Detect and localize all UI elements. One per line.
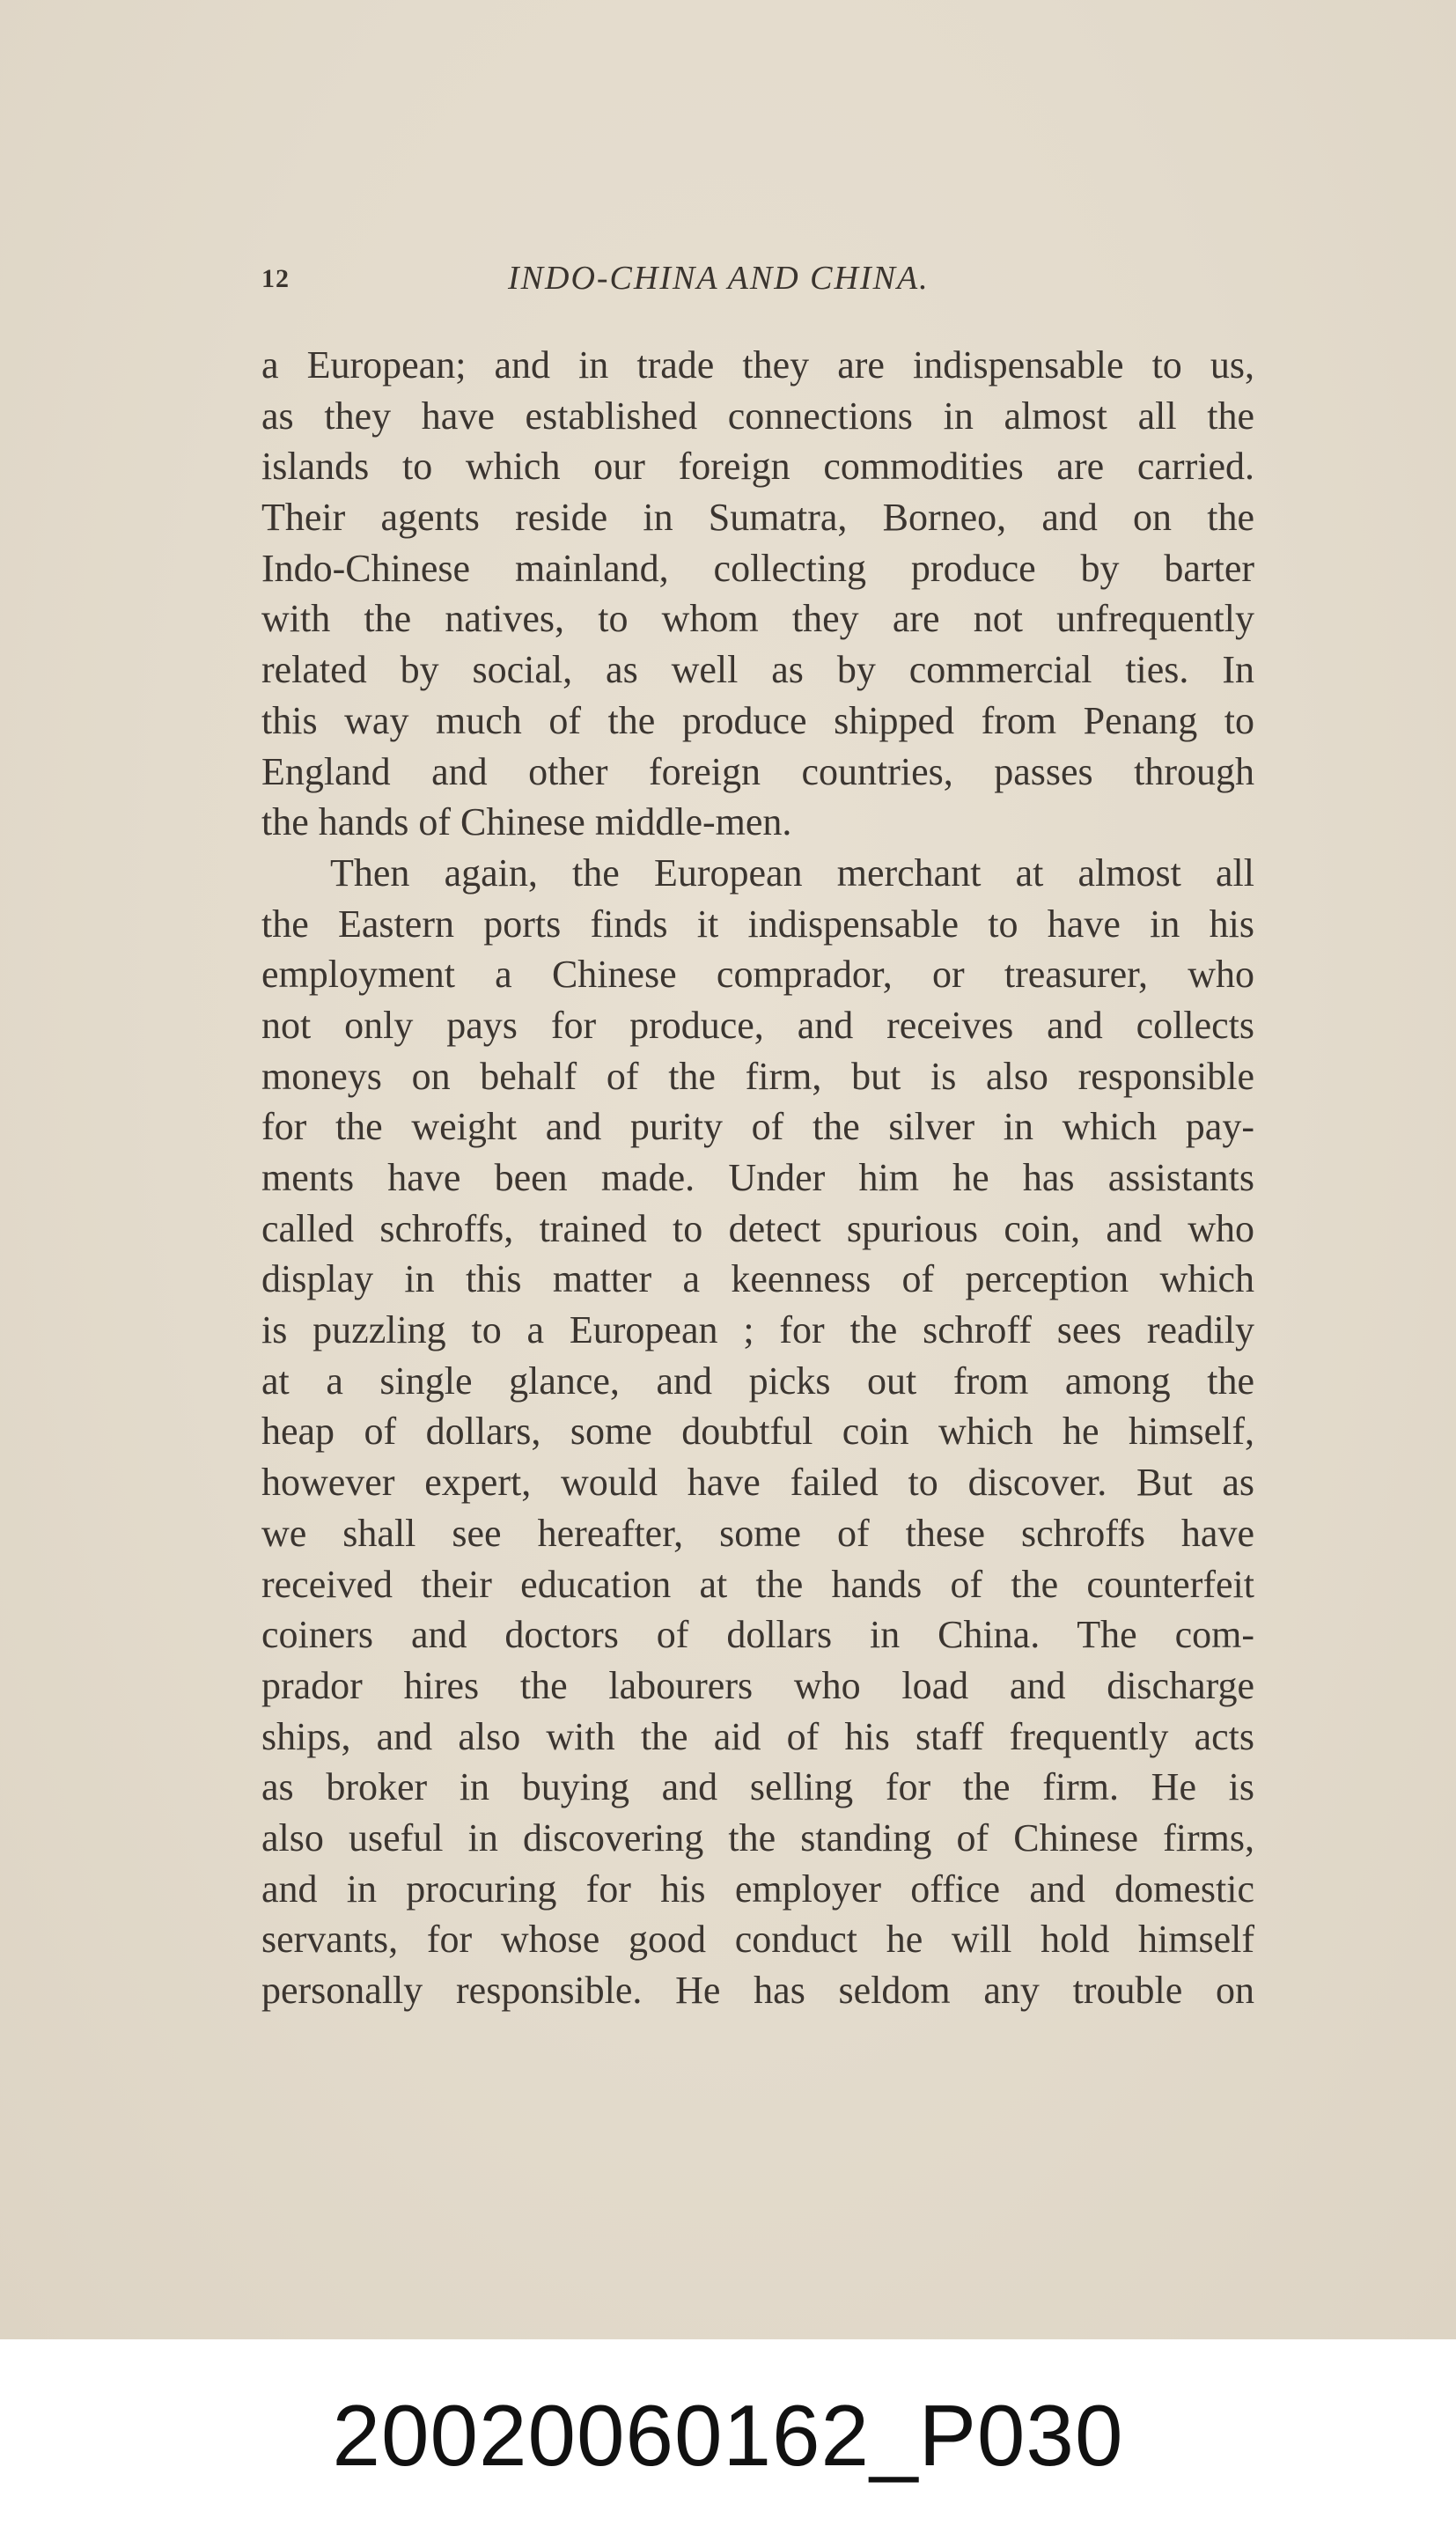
- text-line: with the natives, to whom they are not unfrequently: [261, 597, 1254, 641]
- running-title: INDO-CHINA AND CHINA.: [508, 260, 930, 297]
- text-line: related by social, as well as by commercial ties. In: [261, 648, 1254, 692]
- paragraph-start-line: Then again, the European merchant at almost all: [330, 851, 1254, 895]
- text-line: as they have established connections in almost all the: [261, 394, 1254, 438]
- text-line: heap of dollars, some doubtful coin which he himself,: [261, 1410, 1254, 1454]
- text-line: the Eastern ports finds it indispensable to have in his: [261, 902, 1254, 946]
- text-line: employment a Chinese comprador, or treasurer, who: [261, 953, 1254, 997]
- text-line: called schroffs, trained to detect spurious coin, and who: [261, 1206, 1254, 1250]
- text-line: personally responsible. He has seldom any trouble on: [261, 1969, 1254, 2012]
- text-line: England and other foreign countries, passes through: [261, 749, 1254, 793]
- text-line: this way much of the produce shipped from Penang to: [261, 698, 1254, 742]
- text-line: islands to which our foreign commodities are carried.: [261, 445, 1254, 489]
- text-line: at a single glance, and picks out from among the: [261, 1359, 1254, 1403]
- running-head: [261, 259, 1254, 303]
- text-line: ships, and also with the aid of his staff frequently acts: [261, 1714, 1254, 1758]
- text-line: display in this matter a keenness of perception which: [261, 1257, 1254, 1301]
- text-line: for the weight and purity of the silver in which pay-: [261, 1105, 1254, 1149]
- text-line: not only pays for produce, and receives and collects: [261, 1003, 1254, 1047]
- text-line: Indo-Chinese mainland, collecting produce by barter: [261, 546, 1254, 590]
- paragraph-end-line: the hands of Chinese middle-men.: [261, 800, 792, 844]
- text-line: servants, for whose good conduct he will hold himself: [261, 1918, 1254, 1962]
- text-line: also useful in discovering the standing of Chinese firms,: [261, 1815, 1254, 1859]
- text-line: prador hires the labourers who load and discharge: [261, 1663, 1254, 1707]
- text-line: Their agents reside in Sumatra, Borneo, and on the: [261, 496, 1254, 540]
- page-number: 12: [261, 264, 290, 293]
- text-line: coiners and doctors of dollars in China. The com-: [261, 1613, 1254, 1657]
- text-line: received their education at the hands of the counterfeit: [261, 1562, 1254, 1606]
- text-line: ments have been made. Under him he has assistants: [261, 1156, 1254, 1199]
- text-line: moneys on behalf of the firm, but is also responsible: [261, 1054, 1254, 1098]
- text-line: and in procuring for his employer office and domestic: [261, 1867, 1254, 1911]
- body-text: [261, 340, 1254, 2016]
- text-line: we shall see hereafter, some of these schroffs have: [261, 1511, 1254, 1555]
- text-line: a European; and in trade they are indispensable to us,: [261, 343, 1254, 387]
- text-line: is puzzling to a European ; for the schroff sees readily: [261, 1308, 1254, 1352]
- scan-identifier: 20020060162_P030: [332, 2387, 1124, 2484]
- text-line: as broker in buying and selling for the firm. He is: [261, 1765, 1254, 1809]
- text-line: however expert, would have failed to discover. But as: [261, 1461, 1254, 1505]
